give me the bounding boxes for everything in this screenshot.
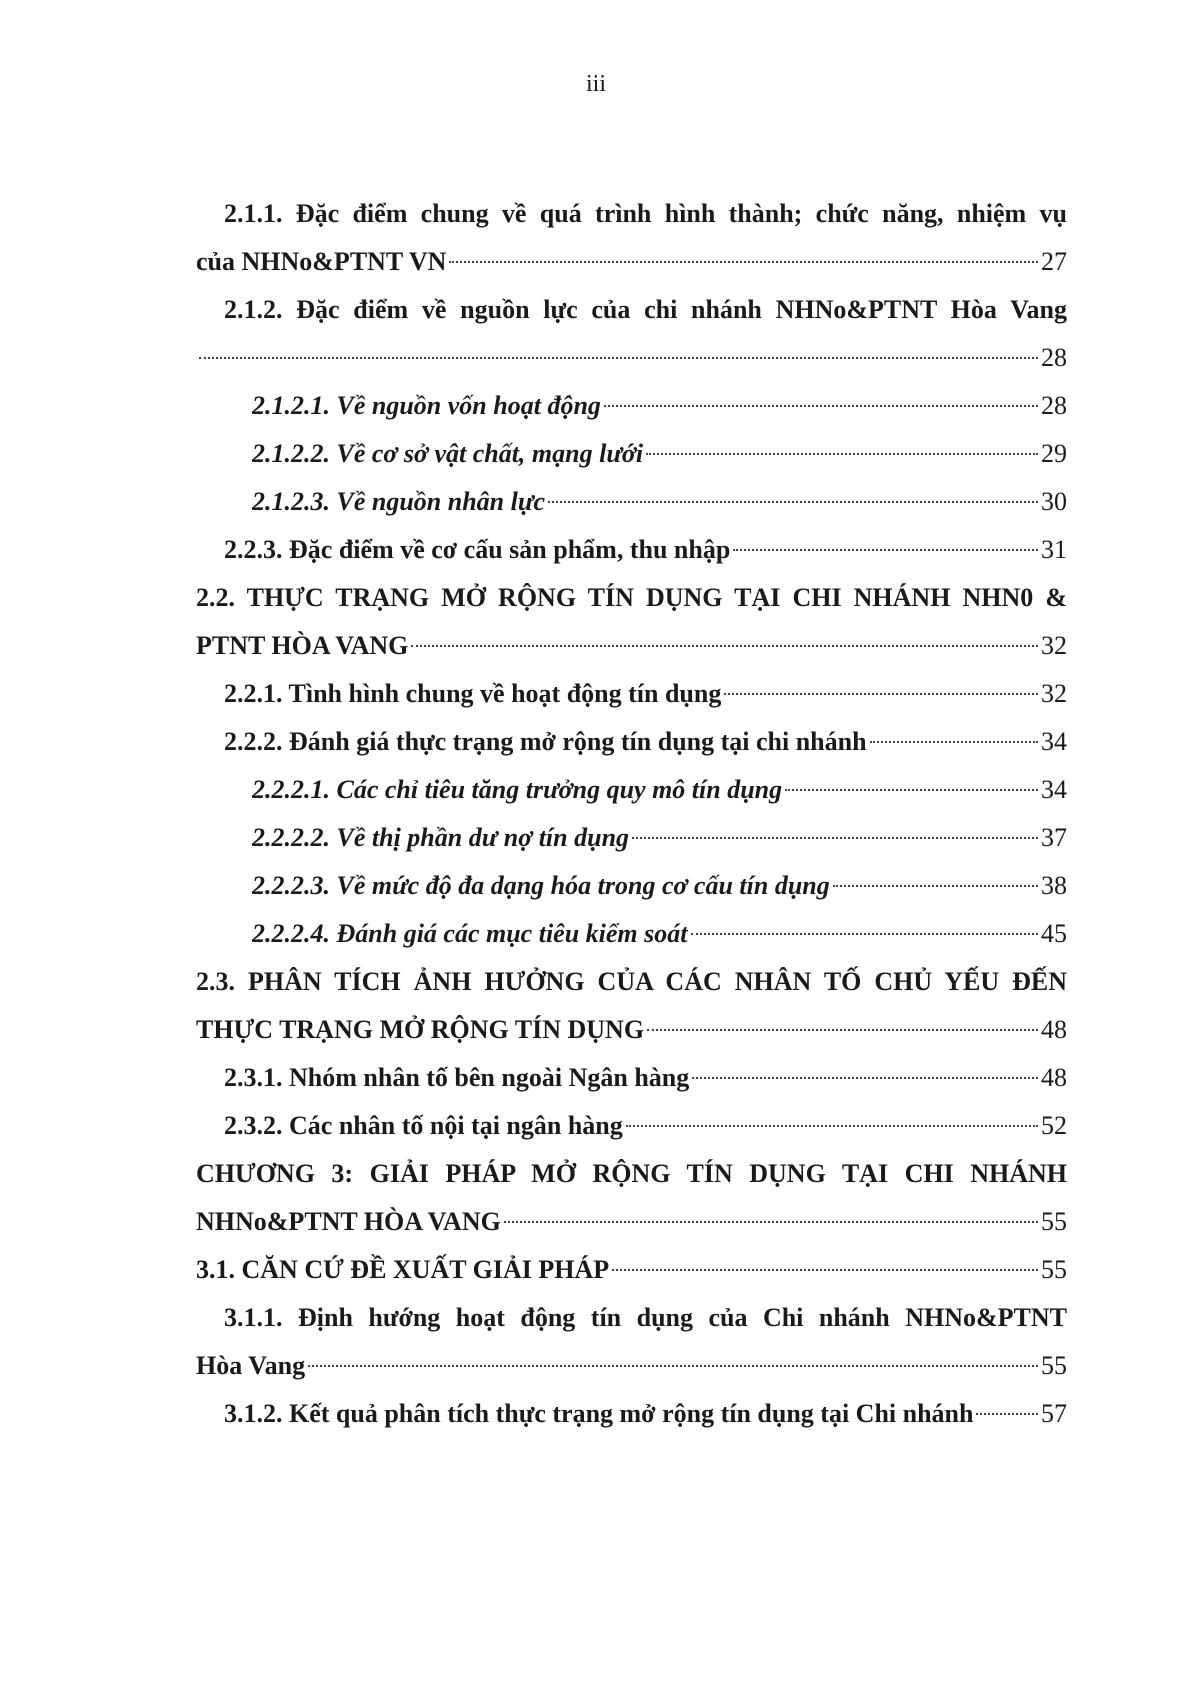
- toc-page-number: 55: [1041, 1351, 1067, 1380]
- toc-entry-title: 2.2.3. Đặc điểm về cơ cấu sản phẩm, thu nhập: [224, 535, 731, 564]
- dot-leader: [449, 261, 1038, 263]
- toc-entry-2-2-3[interactable]: [196, 526, 1067, 574]
- toc-entry-title: PTNT HÒA VANG: [196, 631, 409, 660]
- toc-entry-title: 2.3.2. Các nhân tố nội tại ngân hàng: [224, 1111, 623, 1140]
- toc-page-number: 48: [1041, 1015, 1067, 1044]
- toc-entry-title: CHƯƠNG 3: GIẢI PHÁP MỞ RỘNG TÍN DỤNG TẠI CHI NHÁNH: [196, 1159, 1067, 1188]
- toc-entry-2-2-2-4[interactable]: [196, 910, 1067, 958]
- toc-entry-2-3-1[interactable]: [196, 1054, 1067, 1102]
- toc-page-number: 31: [1041, 535, 1067, 564]
- dot-leader: [976, 1413, 1038, 1415]
- toc-page-number: 52: [1041, 1111, 1067, 1140]
- dot-leader: [870, 741, 1038, 743]
- toc-entry-2-2-2[interactable]: [196, 718, 1067, 766]
- dot-leader: [692, 1077, 1038, 1079]
- toc-entry-title: 2.3.1. Nhóm nhân tố bên ngoài Ngân hàng: [224, 1063, 690, 1092]
- toc-entry-2-2-2-1[interactable]: [196, 766, 1067, 814]
- toc-entry-title: 2.1.2.3. Về nguồn nhân lực: [252, 487, 545, 516]
- toc-entry-title: 2.2. THỰC TRẠNG MỞ RỘNG TÍN DỤNG TẠI CHI NHÁNH NHN0 &: [196, 583, 1067, 612]
- toc-page-number: 48: [1041, 1063, 1067, 1092]
- toc-entry-title: 3.1.1. Định hướng hoạt động tín dụng của Chi nhánh NHNo&PTNT: [224, 1303, 1067, 1332]
- toc-page-number: 27: [1041, 247, 1067, 276]
- table-of-contents: [196, 190, 1067, 1438]
- toc-entry-title: NHNo&PTNT HÒA VANG: [196, 1207, 501, 1236]
- toc-entry-title: 2.2.2.3. Về mức độ đa dạng hóa trong cơ cấu tín dụng: [252, 871, 830, 900]
- toc-entry-2-2-2-2[interactable]: [196, 814, 1067, 862]
- toc-entry-title: 2.3. PHÂN TÍCH ẢNH HƯỞNG CỦA CÁC NHÂN TỐ CHỦ YẾU ĐẾN: [196, 967, 1067, 996]
- toc-entry-3-1-2[interactable]: [196, 1390, 1067, 1438]
- toc-entry-3-1[interactable]: [196, 1246, 1067, 1294]
- toc-entry-2-2-2-3[interactable]: [196, 862, 1067, 910]
- toc-page-number: 28: [1041, 391, 1067, 420]
- toc-page-number: 34: [1041, 727, 1067, 756]
- toc-page-number: 57: [1041, 1399, 1067, 1428]
- toc-entry-title: 2.2.2.4. Đánh giá các mục tiêu kiểm soát: [252, 919, 688, 948]
- toc-page-number: 28: [1041, 343, 1067, 372]
- page-number: iii: [585, 71, 606, 97]
- dot-leader: [199, 357, 1038, 359]
- toc-entry-chapter-3-cont[interactable]: [196, 1198, 1067, 1246]
- toc-page-number: 34: [1041, 775, 1067, 804]
- toc-entry-3-1-1-cont[interactable]: [196, 1342, 1067, 1390]
- toc-entry-2-1-1-cont[interactable]: [196, 238, 1067, 286]
- toc-entry-title: 2.1.2. Đặc điểm về nguồn lực của chi nhánh NHNo&PTNT Hòa Vang: [224, 295, 1067, 324]
- toc-entry-title: 2.1.2.1. Về nguồn vốn hoạt động: [252, 391, 601, 420]
- toc-entry-2-1-2-2[interactable]: [196, 430, 1067, 478]
- dot-leader: [411, 645, 1038, 647]
- toc-page-number: 55: [1041, 1255, 1067, 1284]
- toc-page-number: 32: [1041, 679, 1067, 708]
- toc-page-number: 30: [1041, 487, 1067, 516]
- toc-entry-2-1-2[interactable]: [196, 286, 1067, 334]
- dot-leader: [632, 837, 1038, 839]
- toc-entry-2-2[interactable]: [196, 574, 1067, 622]
- dot-leader: [604, 405, 1038, 407]
- toc-entry-title: 3.1. CĂN CỨ ĐỀ XUẤT GIẢI PHÁP: [196, 1255, 610, 1284]
- dot-leader: [647, 1029, 1038, 1031]
- dot-leader: [612, 1269, 1038, 1271]
- toc-entry-title: 2.1.2.2. Về cơ sở vật chất, mạng lưới: [252, 439, 644, 468]
- dot-leader: [504, 1221, 1038, 1223]
- toc-page-number: 38: [1041, 871, 1067, 900]
- toc-entry-title: THỰC TRẠNG MỞ RỘNG TÍN DỤNG: [196, 1015, 645, 1044]
- toc-page-number: 32: [1041, 631, 1067, 660]
- toc-page-number: 29: [1041, 439, 1067, 468]
- toc-page-number: 45: [1041, 919, 1067, 948]
- toc-page-number: 55: [1041, 1207, 1067, 1236]
- toc-entry-title: Hòa Vang: [196, 1351, 306, 1380]
- toc-entry-2-3-2[interactable]: [196, 1102, 1067, 1150]
- dot-leader: [785, 789, 1038, 791]
- dot-leader: [733, 549, 1038, 551]
- toc-entry-chapter-3[interactable]: [196, 1150, 1067, 1198]
- toc-entry-2-3-cont[interactable]: [196, 1006, 1067, 1054]
- toc-entry-2-1-2-3[interactable]: [196, 478, 1067, 526]
- toc-entry-title: 2.2.2.2. Về thị phần dư nợ tín dụng: [252, 823, 630, 852]
- toc-entry-2-3[interactable]: [196, 958, 1067, 1006]
- dot-leader: [646, 453, 1038, 455]
- toc-entry-title: 2.2.1. Tình hình chung về hoạt động tín dụng: [224, 679, 722, 708]
- toc-entry-3-1-1[interactable]: [196, 1294, 1067, 1342]
- dot-leader: [833, 885, 1038, 887]
- toc-entry-title: 2.2.2. Đánh giá thực trạng mở rộng tín dụng tại chi nhánh: [224, 727, 867, 756]
- dot-leader: [548, 501, 1038, 503]
- toc-page-number: 37: [1041, 823, 1067, 852]
- toc-entry-2-1-1[interactable]: [196, 190, 1067, 238]
- toc-entry-title: 2.1.1. Đặc điểm chung về quá trình hình thành; chức năng, nhiệm vụ: [224, 199, 1067, 228]
- toc-entry-2-1-2-cont[interactable]: [196, 334, 1067, 382]
- dot-leader: [308, 1365, 1038, 1367]
- dot-leader: [626, 1125, 1038, 1127]
- toc-entry-2-2-1[interactable]: [196, 670, 1067, 718]
- toc-entry-title: 3.1.2. Kết quả phân tích thực trạng mở rộng tín dụng tại Chi nhánh: [224, 1399, 974, 1428]
- toc-entry-2-1-2-1[interactable]: [196, 382, 1067, 430]
- toc-entry-title: 2.2.2.1. Các chỉ tiêu tăng trưởng quy mô tín dụng: [252, 775, 783, 804]
- toc-entry-2-2-cont[interactable]: [196, 622, 1067, 670]
- toc-entry-title: của NHNo&PTNT VN: [196, 247, 447, 276]
- dot-leader: [691, 933, 1039, 935]
- dot-leader: [724, 693, 1038, 695]
